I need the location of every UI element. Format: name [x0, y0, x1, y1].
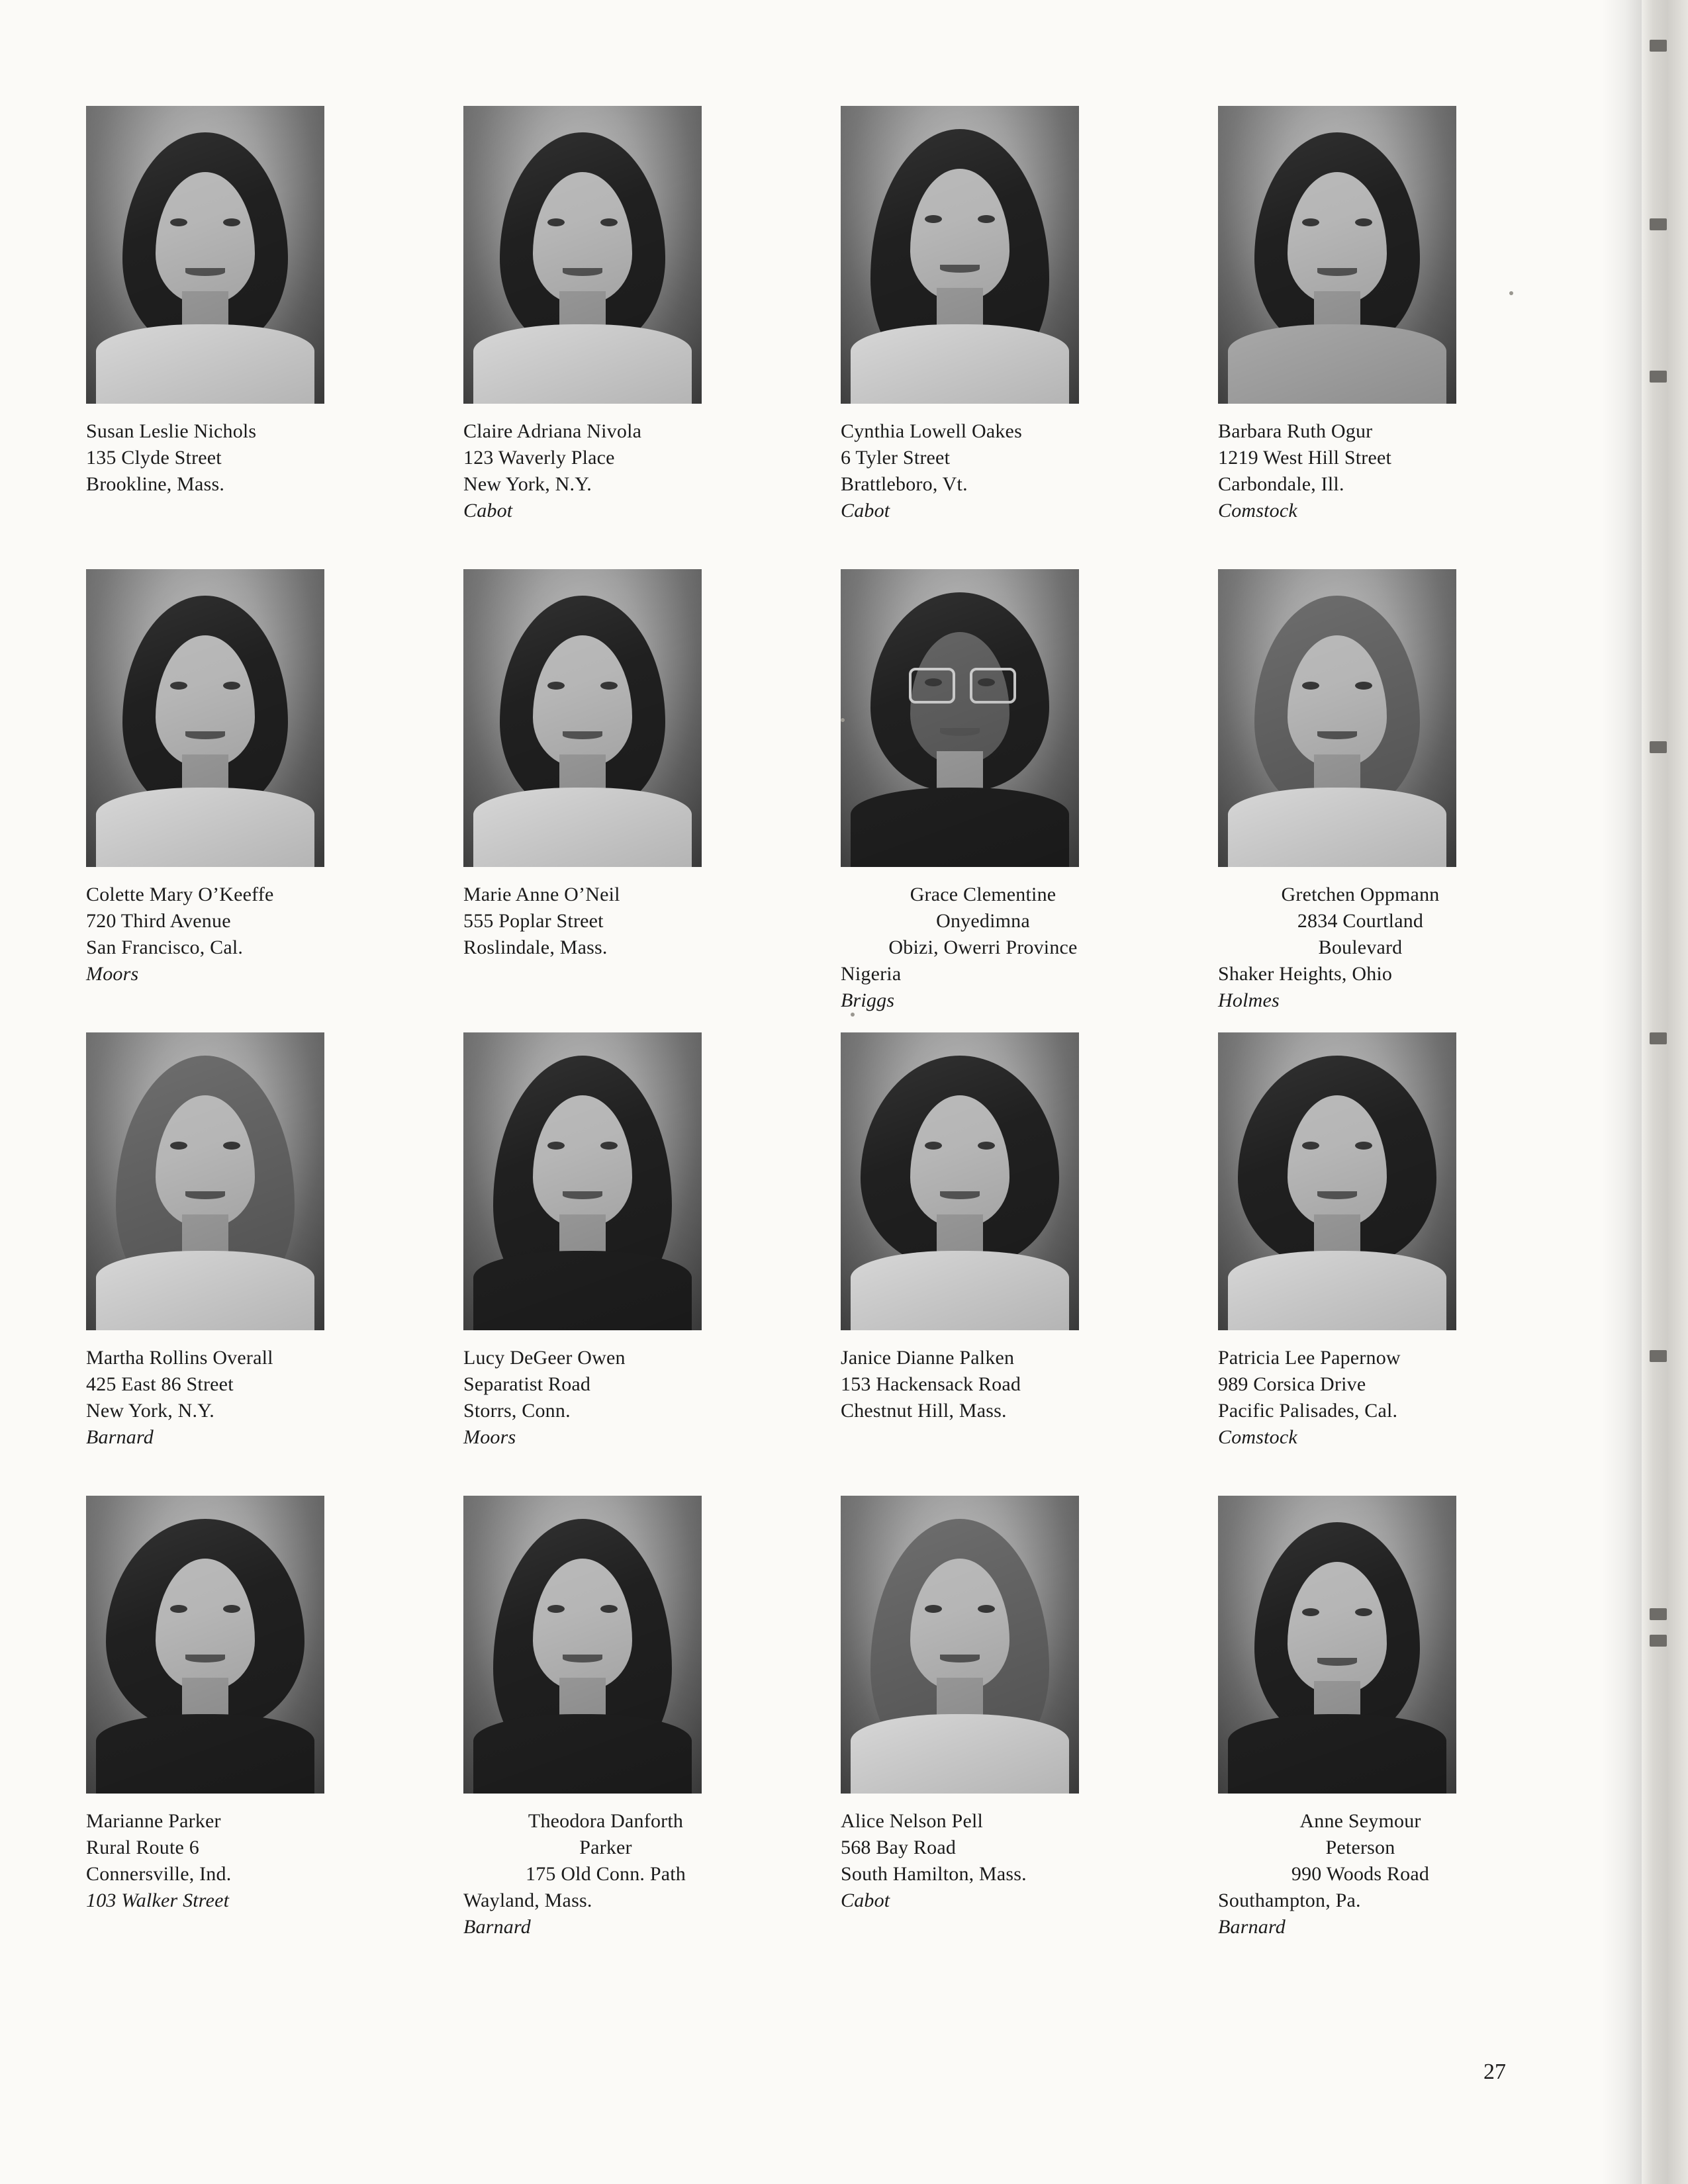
scan-edge-mark [1650, 741, 1667, 753]
scan-edge-mark [1650, 1608, 1667, 1620]
student-address-line: Shaker Heights, Ohio [1218, 963, 1393, 985]
student-name: Janice Dianne Palken [841, 1347, 1015, 1369]
page-gutter-shadow [1602, 0, 1642, 2184]
portrait-photo [841, 1496, 1079, 1794]
portrait-entry [86, 569, 463, 1032]
student-address-line: 153 Hackensack Road [841, 1373, 1021, 1395]
portrait-entry [1218, 569, 1595, 1032]
photo-vignette [86, 569, 324, 867]
student-name: Theodora Danforth [528, 1810, 684, 1832]
portrait-photo [841, 106, 1079, 404]
student-address-line: Connersville, Ind. [86, 1863, 232, 1885]
scan-edge-mark [1650, 218, 1667, 230]
portrait-caption [463, 1808, 748, 1940]
student-address-line: Onyedimna [936, 910, 1030, 932]
photo-vignette [463, 1496, 702, 1794]
student-address-line: 555 Poplar Street [463, 910, 604, 932]
scan-edge-mark [1650, 1350, 1667, 1362]
student-address-line: 989 Corsica Drive [1218, 1373, 1366, 1395]
student-address-line: 2834 Courtland [1297, 910, 1424, 932]
student-address-line: Pacific Palisades, Cal. [1218, 1400, 1398, 1422]
student-name: Barbara Ruth Ogur [1218, 420, 1373, 442]
portrait-entry [463, 569, 841, 1032]
student-house: Barnard [86, 1426, 154, 1448]
portrait-caption [1218, 418, 1503, 524]
portrait-caption [1218, 1345, 1503, 1451]
student-address-line: San Francisco, Cal. [86, 936, 244, 958]
portrait-photo [841, 569, 1079, 867]
student-house: Barnard [1218, 1916, 1286, 1938]
student-address-line: Obizi, Owerri Province [888, 936, 1078, 958]
student-address-line: 425 East 86 Street [86, 1373, 234, 1395]
portrait-caption [86, 418, 371, 498]
portrait-photo [463, 1496, 702, 1794]
student-address-line: Wayland, Mass. [463, 1889, 592, 1911]
portrait-caption [841, 1345, 1125, 1424]
photo-vignette [841, 1032, 1079, 1330]
student-address-line: 175 Old Conn. Path [526, 1863, 686, 1885]
scan-speck [841, 718, 845, 722]
portrait-entry [463, 1496, 841, 1959]
student-address-line: 135 Clyde Street [86, 447, 222, 469]
student-address-line: Nigeria [841, 963, 902, 985]
photo-vignette [86, 1496, 324, 1794]
student-name: Lucy DeGeer Owen [463, 1347, 626, 1369]
photo-vignette [841, 106, 1079, 404]
student-house: Holmes [1218, 989, 1280, 1011]
portrait-photo [841, 1032, 1079, 1330]
student-address-line: New York, N.Y. [463, 473, 592, 495]
student-name: Claire Adriana Nivola [463, 420, 642, 442]
portrait-entry [841, 569, 1218, 1032]
portrait-caption [463, 882, 748, 961]
student-house: Moors [463, 1426, 516, 1448]
student-address-line: 6 Tyler Street [841, 447, 951, 469]
scan-edge-mark [1650, 371, 1667, 383]
student-name: Colette Mary O’Keeffe [86, 884, 274, 905]
scan-edge [1642, 0, 1688, 2184]
portrait-photo [463, 106, 702, 404]
portrait-caption [463, 1345, 748, 1451]
student-name: Alice Nelson Pell [841, 1810, 984, 1832]
portrait-photo [463, 1032, 702, 1330]
photo-vignette [463, 106, 702, 404]
scan-edge-mark [1650, 1635, 1667, 1647]
student-house: Comstock [1218, 1426, 1297, 1448]
portrait-entry [86, 106, 463, 569]
portrait-entry [1218, 106, 1595, 569]
portrait-caption [86, 882, 371, 987]
page-number: 27 [1483, 2060, 1506, 2084]
student-name: Grace Clementine [910, 884, 1056, 905]
student-address-line: Rural Route 6 [86, 1837, 199, 1858]
portrait-photo [86, 1032, 324, 1330]
student-house: Briggs [841, 989, 895, 1011]
student-house: Cabot [463, 500, 513, 522]
portrait-photo [1218, 569, 1456, 867]
photo-vignette [1218, 1032, 1456, 1330]
photo-vignette [463, 569, 702, 867]
portrait-entry [841, 106, 1218, 569]
portrait-entry [1218, 1496, 1595, 1959]
photo-vignette [841, 569, 1079, 867]
portrait-photo [1218, 1496, 1456, 1794]
student-name: Marie Anne O’Neil [463, 884, 620, 905]
photo-vignette [1218, 106, 1456, 404]
student-address-line: New York, N.Y. [86, 1400, 214, 1422]
student-house: Cabot [841, 1889, 890, 1911]
student-name: Gretchen Oppmann [1281, 884, 1440, 905]
student-address-line: 720 Third Avenue [86, 910, 231, 932]
portrait-grid [86, 106, 1496, 1959]
student-address-line: Brookline, Mass. [86, 473, 225, 495]
photo-vignette [841, 1496, 1079, 1794]
photo-vignette [463, 1032, 702, 1330]
portrait-entry [463, 106, 841, 569]
portrait-entry [841, 1496, 1218, 1959]
student-address-line: 1219 West Hill Street [1218, 447, 1392, 469]
student-address-line: Separatist Road [463, 1373, 591, 1395]
student-address-line: 123 Waverly Place [463, 447, 615, 469]
student-house: 103 Walker Street [86, 1889, 230, 1911]
student-name: Patricia Lee Papernow [1218, 1347, 1401, 1369]
photo-vignette [86, 106, 324, 404]
student-name: Cynthia Lowell Oakes [841, 420, 1022, 442]
photo-vignette [1218, 569, 1456, 867]
scan-edge-mark [1650, 40, 1667, 52]
portrait-photo [1218, 106, 1456, 404]
portrait-entry [463, 1032, 841, 1496]
portrait-entry [86, 1032, 463, 1496]
scan-speck [1509, 291, 1513, 295]
student-address-line: Parker [579, 1837, 632, 1858]
student-address-line: 568 Bay Road [841, 1837, 957, 1858]
portrait-photo [86, 569, 324, 867]
student-address-line: Peterson [1325, 1837, 1395, 1858]
portrait-caption [463, 418, 748, 524]
student-name: Susan Leslie Nichols [86, 420, 257, 442]
portrait-caption [841, 1808, 1125, 1914]
student-address-line: South Hamilton, Mass. [841, 1863, 1027, 1885]
portrait-photo [86, 106, 324, 404]
student-house: Cabot [841, 500, 890, 522]
student-address-line: Storrs, Conn. [463, 1400, 571, 1422]
student-name: Martha Rollins Overall [86, 1347, 273, 1369]
portrait-photo [86, 1496, 324, 1794]
student-name: Anne Seymour [1299, 1810, 1421, 1832]
portrait-caption [1218, 882, 1503, 1014]
scan-edge-mark [1650, 1032, 1667, 1044]
student-house: Barnard [463, 1916, 531, 1938]
student-address-line: Chestnut Hill, Mass. [841, 1400, 1007, 1422]
portrait-photo [1218, 1032, 1456, 1330]
photo-vignette [1218, 1496, 1456, 1794]
portrait-entry [86, 1496, 463, 1959]
scan-speck [851, 1013, 855, 1017]
portrait-caption [841, 418, 1125, 524]
portrait-caption [1218, 1808, 1503, 1940]
portrait-photo [463, 569, 702, 867]
student-house: Comstock [1218, 500, 1297, 522]
student-address-line: Brattleboro, Vt. [841, 473, 968, 495]
student-address-line: Boulevard [1318, 936, 1403, 958]
student-address-line: Southampton, Pa. [1218, 1889, 1361, 1911]
portrait-entry [841, 1032, 1218, 1496]
photo-vignette [86, 1032, 324, 1330]
student-house: Moors [86, 963, 139, 985]
portrait-caption [841, 882, 1125, 1014]
portrait-caption [86, 1808, 371, 1914]
student-address-line: Roslindale, Mass. [463, 936, 608, 958]
student-address-line: 990 Woods Road [1291, 1863, 1430, 1885]
portrait-caption [86, 1345, 371, 1451]
student-name: Marianne Parker [86, 1810, 221, 1832]
portrait-entry [1218, 1032, 1595, 1496]
student-address-line: Carbondale, Ill. [1218, 473, 1344, 495]
